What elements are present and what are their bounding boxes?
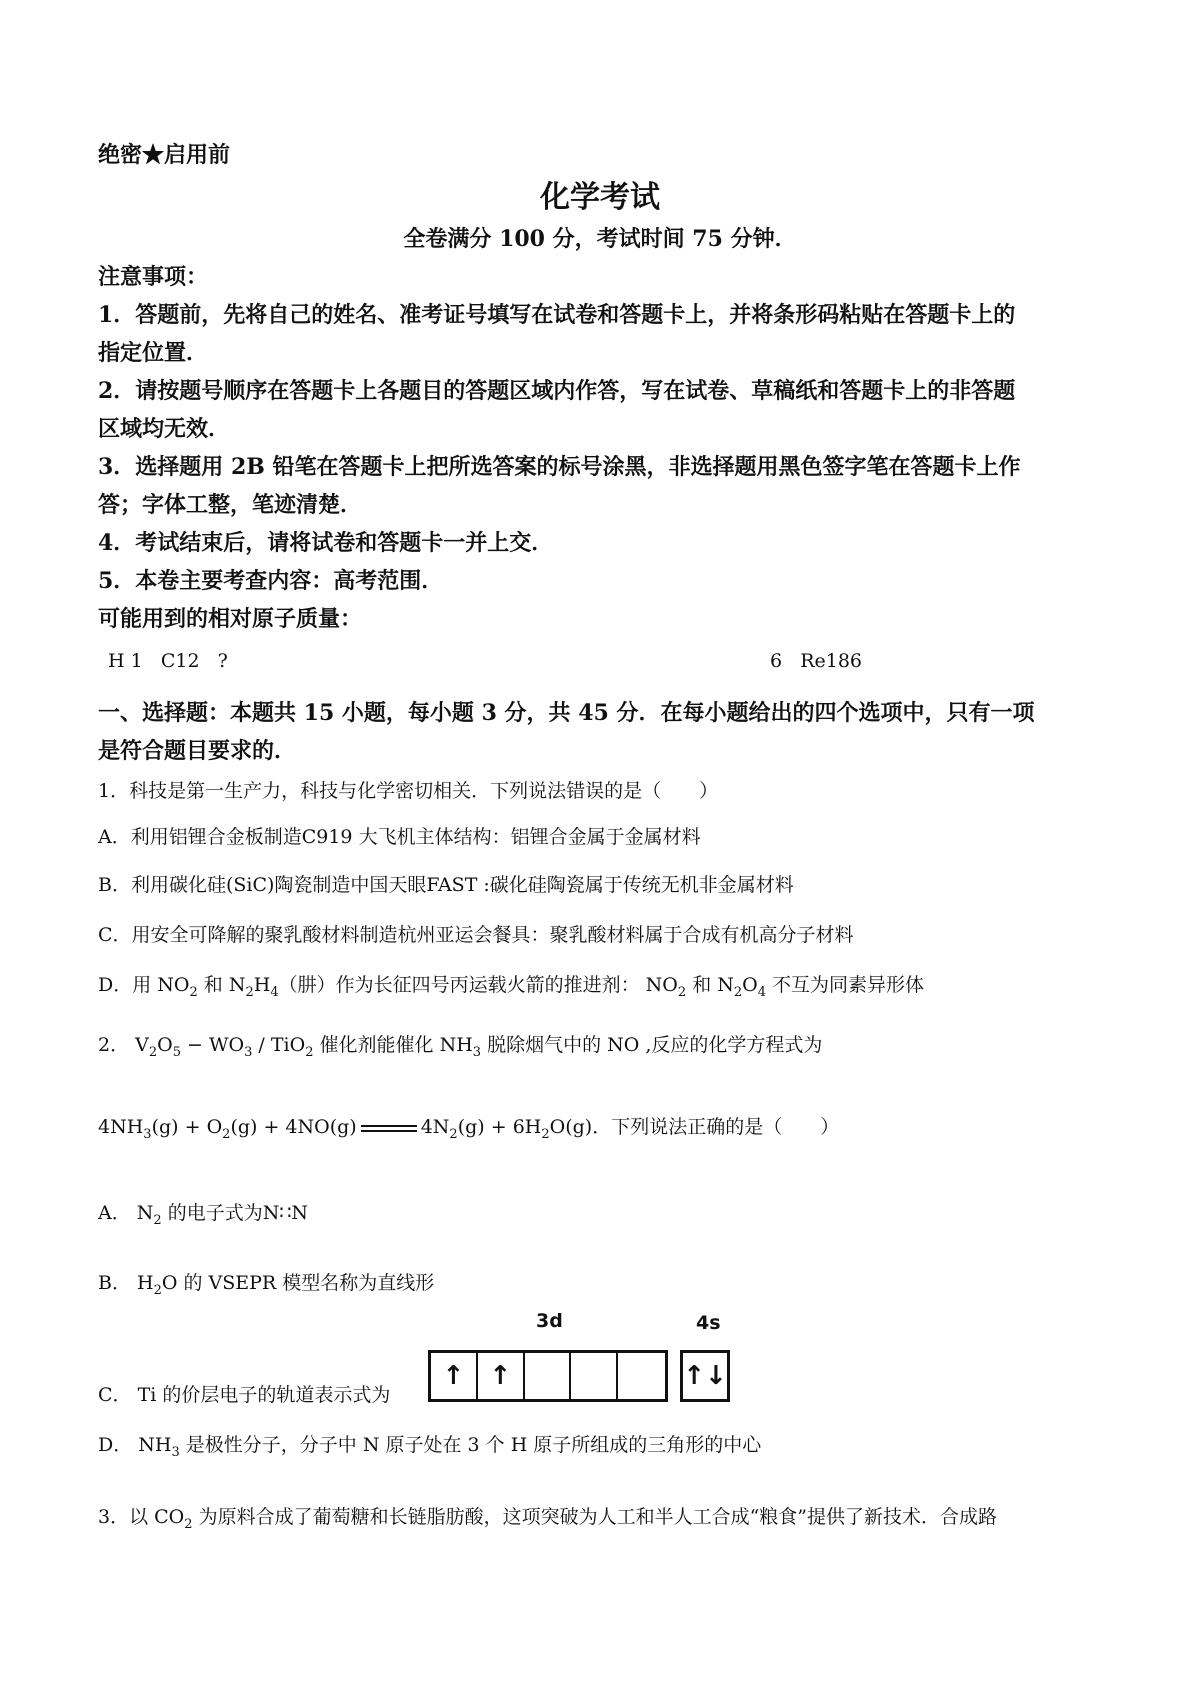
note-line: 5．本卷主要考查内容：高考范围． xyxy=(98,568,444,594)
atomic-mass-right: 6 Re186 xyxy=(770,650,863,672)
orbital-label-4s: 4s xyxy=(696,1312,721,1334)
q2-option-b: B． $H_2O$ 的 VSEPR 模型名称为直线形 xyxy=(98,1272,435,1298)
note-line: 4．考试结束后，请将试卷和答题卡一并上交． xyxy=(98,530,554,556)
note-line: 指定位置． xyxy=(98,340,209,366)
atomic-mass-left: H 1 C12 ? xyxy=(108,650,228,672)
secrecy-label: 绝密★启用前 xyxy=(98,142,231,168)
q1-option-d: D．用 $NO_2$ 和 $N_2H_4$（肼）作为长征四号丙运载火箭的推进剂： $NO_2$ 和 $N_2O_4$ 不互为同素异形体 xyxy=(98,974,925,1000)
page-title: 化学考试 xyxy=(540,180,660,215)
q2-option-c: C． Ti 的价层电子的轨道表示式为 xyxy=(98,1384,391,1406)
orbital-cell-3d xyxy=(525,1353,572,1399)
orbital-cell-3d xyxy=(571,1353,618,1399)
section-heading: 一、选择题：本题共 15 小题，每小题 3 分，共 45 分．在每小题给出的四个选项中，只有一项 xyxy=(98,700,1035,726)
q1-option-b: B．利用碳化硅(SiC)陶瓷制造中国天眼FAST :碳化硅陶瓷属于传统无机非金属材料 xyxy=(98,874,794,896)
orbital-3d-boxes xyxy=(428,1350,668,1402)
orbital-label-3d: 3d xyxy=(536,1310,563,1332)
notes-heading: 注意事项： xyxy=(98,264,209,290)
atomic-mass-heading: 可能用到的相对原子质量： xyxy=(98,606,363,632)
orbital-cell-3d xyxy=(618,1353,665,1399)
question-1-stem: 1．科技是第一生产力，科技与化学密切相关．下列说法错误的是（ ） xyxy=(98,780,719,802)
orbital-cell-3d: ↑ xyxy=(431,1353,478,1399)
note-line: 3．选择题用 2B 铅笔在答题卡上把所选答案的标号涂黑，非选择题用黑色签字笔在答题卡上作 xyxy=(98,454,1021,480)
equals-sign-icon xyxy=(361,1125,417,1132)
q2-option-d: D． $NH_3$ 是极性分子，分子中 N 原子处在 3 个 H 原子所组成的三角形的中心 xyxy=(98,1434,762,1460)
page-subtitle: 全卷满分 100 分，考试时间 75 分钟． xyxy=(403,226,797,252)
question-2-stem: 2． $V_2O_5 - WO_3 / TiO_2$ 催化剂能催化 $NH_3$ 脱除烟气中的 NO ,反应的化学方程式为 xyxy=(98,1034,823,1060)
orbital-cell-4s: ↑↓ xyxy=(683,1361,727,1391)
q1-option-c: C．用安全可降解的聚乳酸材料制造杭州亚运会餐具：聚乳酸材料属于合成有机高分子材料 xyxy=(98,924,854,946)
orbital-cell-3d: ↑ xyxy=(478,1353,525,1399)
note-line: 区域均无效． xyxy=(98,416,231,442)
q2-option-a: A． $N_2$ 的电子式为N∷N xyxy=(98,1202,309,1228)
note-line: 1．答题前，先将自己的姓名、准考证号填写在试卷和答题卡上，并将条形码粘贴在答题卡上的 xyxy=(98,302,1016,328)
note-line: 2．请按题号顺序在答题卡上各题目的答题区域内作答，写在试卷、草稿纸和答题卡上的非答题 xyxy=(98,378,1016,404)
orbital-4s-box xyxy=(680,1350,730,1402)
question-2-equation: $4NH_3(g) + O_2(g) + 4NO(g) 4N_2(g) + 6H_2O(g)$．下列说法正确的是（ ） xyxy=(98,1116,840,1142)
note-line: 答；字体工整，笔迹清楚． xyxy=(98,492,363,518)
question-3-stem: 3．以 $CO_2$ 为原料合成了葡萄糖和长链脂肪酸，这项突破为人工和半人工合成“粮食”提供了新技术．合成路 xyxy=(98,1506,998,1532)
section-heading: 是符合题目要求的． xyxy=(98,738,297,764)
q1-option-a: A．利用铝锂合金板制造C919 大飞机主体结构：铝锂合金属于金属材料 xyxy=(98,826,701,848)
